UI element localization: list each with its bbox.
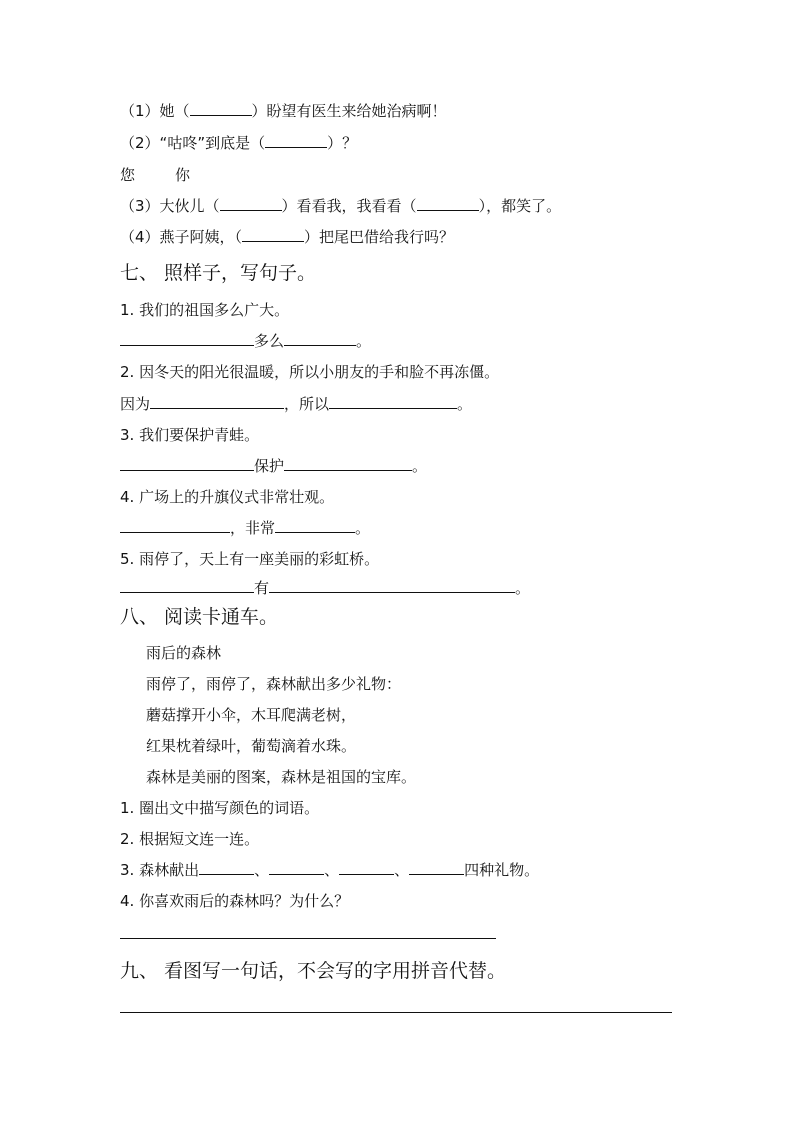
poem-line: 雨停了，雨停了，森林献出多少礼物： [146, 675, 402, 693]
s7-answer-2: 因为 ，所以 。 [120, 395, 473, 413]
answer-line[interactable] [120, 1012, 672, 1013]
word-choice: 你 [175, 166, 191, 184]
section-7-heading: 七、 照样子，写句子。 [120, 262, 317, 284]
answer-blank[interactable] [120, 456, 254, 471]
answer-blank[interactable] [150, 394, 284, 409]
s7-question-4: 4. 广场上的升旗仪式非常壮观。 [120, 488, 335, 506]
answer-blank[interactable] [339, 860, 394, 875]
answer-blank[interactable] [120, 578, 254, 593]
answer-blank[interactable] [269, 860, 324, 875]
answer-blank[interactable] [242, 227, 304, 242]
answer-blank[interactable] [120, 331, 254, 346]
q6-item-4: （4）燕子阿姨，（ ）把尾巴借给我行吗？ [120, 228, 455, 246]
answer-blank[interactable] [265, 133, 327, 148]
answer-blank[interactable] [120, 518, 230, 533]
q6-item-3: （3）大伙儿（ ）看看我，我看看（ ），都笑了。 [120, 197, 562, 215]
s7-question-1: 1. 我们的祖国多么广大。 [120, 301, 290, 319]
poem-line: 森林是美丽的图案，森林是祖国的宝库。 [146, 768, 417, 786]
q6-item-1: （1）她（ ）盼望有医生来给她治病啊！ [120, 102, 447, 120]
answer-blank[interactable] [417, 196, 479, 211]
q6-item-2: （2）“咕咚”到底是（ ）？ [120, 134, 358, 152]
s7-answer-4: ，非常 。 [120, 518, 370, 538]
s7-answer-5: 有 。 [120, 578, 530, 598]
answer-blank[interactable] [269, 578, 515, 593]
word-choices [120, 165, 190, 185]
answer-line[interactable] [120, 938, 496, 939]
s7-question-3: 3. 我们要保护青蛙。 [120, 426, 260, 444]
s8-question-4: 4. 你喜欢雨后的森林吗？为什么？ [120, 892, 350, 910]
section-8-heading: 八、 阅读卡通车。 [120, 606, 279, 628]
answer-blank[interactable] [329, 394, 457, 409]
s8-question-1: 1. 圈出文中描写颜色的词语。 [120, 799, 320, 817]
answer-blank[interactable] [199, 860, 254, 875]
s7-answer-1: 多么 。 [120, 331, 371, 351]
s8-question-3: 3. 森林献出 、 、 、 四种礼物。 [120, 861, 540, 879]
s7-question-2: 2. 因冬天的阳光很温暖，所以小朋友的手和脸不再冻僵。 [120, 363, 500, 381]
poem-line: 红果枕着绿叶，葡萄滴着水珠。 [146, 737, 357, 755]
poem-line: 蘑菇撑开小伞，木耳爬满老树， [146, 706, 357, 724]
poem-title: 雨后的森林 [146, 644, 222, 662]
answer-blank[interactable] [284, 331, 356, 346]
answer-blank[interactable] [409, 860, 464, 875]
answer-blank[interactable] [190, 101, 252, 116]
s7-question-5: 5. 雨停了，天上有一座美丽的彩虹桥。 [120, 550, 380, 568]
answer-blank[interactable] [284, 456, 412, 471]
s8-question-2: 2. 根据短文连一连。 [120, 830, 260, 848]
answer-blank[interactable] [220, 196, 282, 211]
word-choice: 您 [120, 166, 136, 184]
s7-answer-3: 保护 。 [120, 456, 427, 476]
section-9-heading: 九、 看图写一句话，不会写的字用拼音代替。 [120, 960, 507, 982]
answer-blank[interactable] [275, 518, 355, 533]
